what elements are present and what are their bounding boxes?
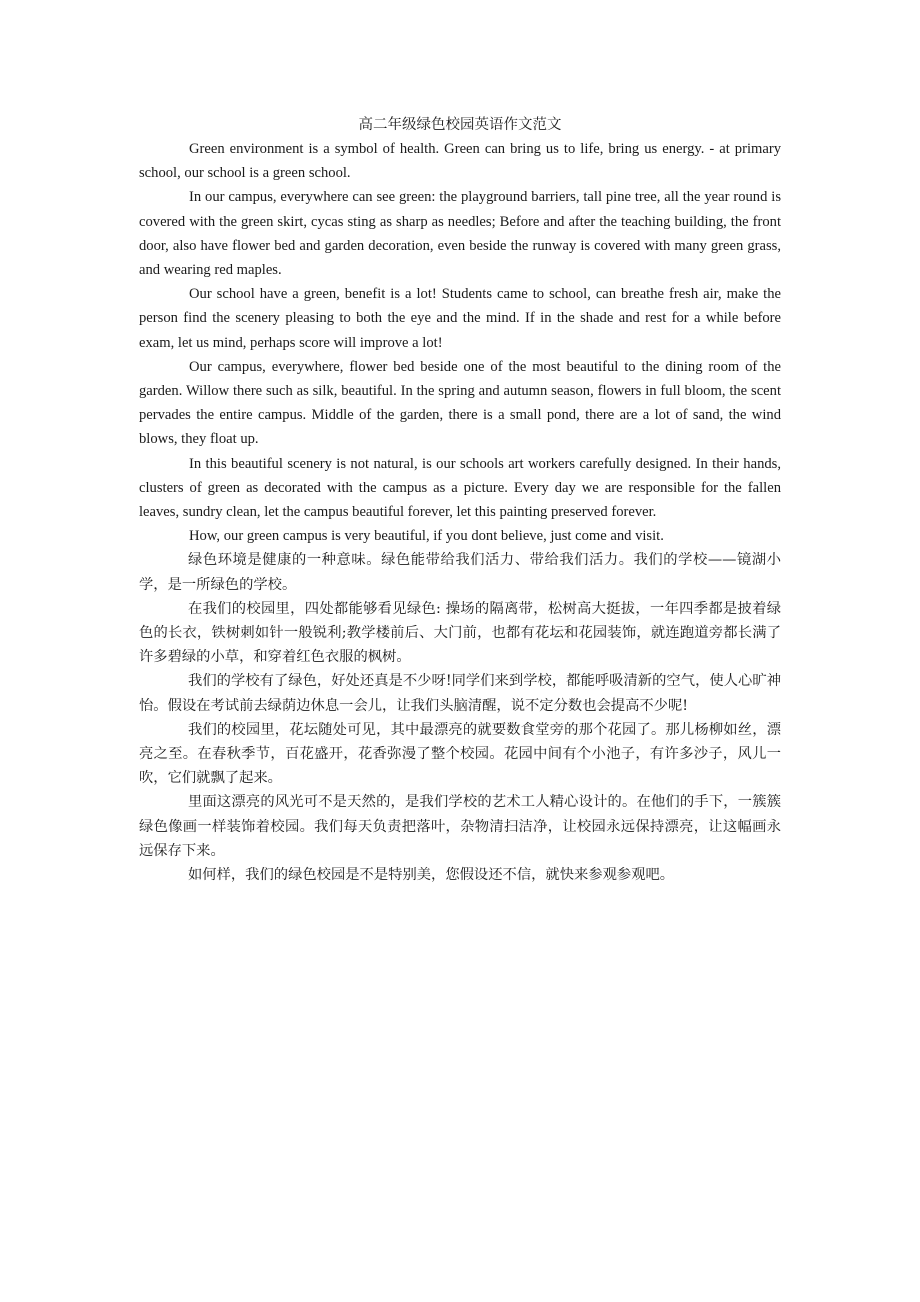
english-essay: [139, 137, 781, 548]
chinese-paragraph: 在我们的校园里，四处都能够看见绿色: 操场的隔离带，松树高大挺拔，一年四季都是披着绿色的长衣，铁树刺如针一般锐利;教学楼前后、大门前，也都有花坛和花园装饰，就连跑道旁都长满了许多碧绿的小草，和穿着红色衣服的枫树。: [139, 600, 781, 666]
chinese-paragraph: 里面这漂亮的风光可不是天然的，是我们学校的艺术工人精心设计的。在他们的手下，一簇簇绿色像画一样装饰着校园。我们每天负责把落叶，杂物清扫洁净，让校园永远保持漂亮，让这幅画永远保存下来。: [139, 794, 781, 859]
chinese-paragraph: 绿色环境是健康的一种意味。绿色能带给我们活力、带给我们活力。我们的学校——镜湖小学，是一所绿色的学校。: [139, 552, 781, 593]
english-paragraph: Our campus, everywhere, flower bed beside one of the most beautiful to the dining room of the garden. Willow there such as silk, beautiful. In the spring and autumn season, flowers in full bloom, the scent pervades the entire campus. Middle of the garden, there is a small pond, there are a lot of sand, the wind blows, they float up.: [139, 358, 781, 448]
document-title: 高二年级绿色校园英语作文范文: [358, 117, 562, 133]
chinese-paragraph: 我们的学校有了绿色，好处还真是不少呀!同学们来到学校，都能呼吸清新的空气，使人心旷神怡。假设在考试前去绿荫边休息一会儿，让我们头脑清醒，说不定分数也会提高不少呢!: [139, 673, 781, 714]
english-paragraph: Our school have a green, benefit is a lot! Students came to school, can breathe fresh air, make the person find the scenery pleasing to both the eye and the mind. If in the shade and rest for a while before exam, let us mind, perhaps score will improve a lot!: [139, 286, 781, 351]
chinese-paragraph: 我们的校园里，花坛随处可见，其中最漂亮的就要数食堂旁的那个花园了。那儿杨柳如丝，漂亮之至。在春秋季节，百花盛开，花香弥漫了整个校园。花园中间有个小池子，有许多沙子，风儿一吹，它们就飘了起来。: [139, 721, 781, 787]
chinese-essay: [139, 548, 781, 887]
english-paragraph: Green environment is a symbol of health. Green can bring us to life, bring us energy. - at primary school, our school is a green school.: [139, 141, 781, 182]
english-paragraph: How, our green campus is very beautiful, if you dont believe, just come and visit.: [189, 528, 664, 545]
english-paragraph: In this beautiful scenery is not natural, is our schools art workers carefully designed. In their hands, clusters of green as decorated with the campus as a picture. Every day we are responsible for the fallen leaves, sundry clean, let the campus beautiful forever, let this painting preserved forever.: [139, 455, 781, 521]
chinese-paragraph: 如何样，我们的绿色校园是不是特别美，您假设还不信，就快来参观参观吧。: [188, 867, 675, 884]
english-paragraph: In our campus, everywhere can see green: the playground barriers, tall pine tree, all the year round is covered with the green skirt, cycas sting as sharp as needles; Before and after the teaching building, the front door, also have flower bed and garden decoration, even beside the runway is covered with many green grass, and wearing red maples.: [139, 189, 781, 279]
document-body: [139, 113, 781, 887]
